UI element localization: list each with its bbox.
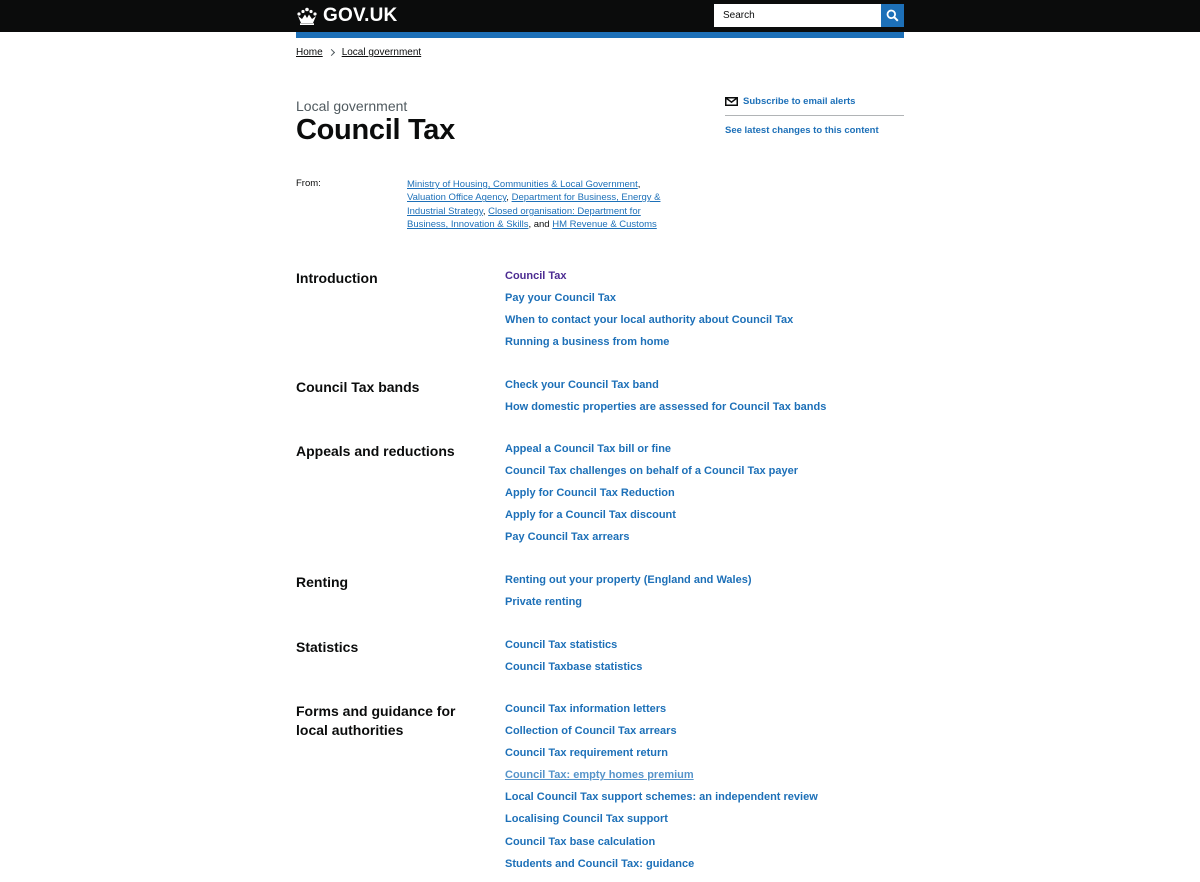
list-item [505,638,642,660]
list-item [505,812,818,834]
list-item [505,702,818,724]
topic-link[interactable]: Pay your Council Tax [505,292,617,305]
topic-link[interactable]: Students and Council Tax: guidance [505,857,695,870]
topic-link[interactable]: How domestic properties are assessed for Council Tax bands [505,401,827,414]
chevron-right-icon [328,49,335,56]
list-item [505,291,793,313]
topic-link[interactable]: Local Council Tax support schemes: an independent review [505,791,818,804]
topic-link[interactable]: Renting out your property (England and Wales) [505,574,752,586]
topic-link[interactable]: Collection of Council Tax arrears [505,725,677,738]
topic-link[interactable]: Check your Council Tax band [505,379,659,391]
topic-link[interactable]: Council Tax statistics [505,639,618,651]
logo-text: GOV.UK [323,5,398,26]
org-link-beis[interactable]: Department for Business, Energy & Industrial Strategy [407,192,661,217]
header-blue-bar [296,32,904,38]
topic-link[interactable]: Localising Council Tax support [505,813,668,826]
topic-link[interactable]: Private renting [505,596,583,609]
section-links [505,638,642,682]
breadcrumb-home[interactable]: Home [296,47,323,58]
list-item [505,835,818,857]
section-title: Renting [296,574,349,590]
list-item [505,530,798,552]
org-link-mhclg[interactable]: Ministry of Housing, Communities & Local Government [407,179,638,190]
org-link-bis[interactable]: Closed organisation: Department for Business, Innovation & Skills [407,205,641,230]
topic-link[interactable]: Appeal a Council Tax bill or fine [505,443,672,455]
subscribe-label: Subscribe to email alerts [743,96,856,107]
org-separator: , [482,205,486,217]
list-item [505,660,642,682]
section-links [505,702,818,879]
section-title: Appeals and reductions [296,443,455,459]
topic-link[interactable]: Council Tax challenges on behalf of a Council Tax payer [505,465,798,478]
section-title: Council Tax bands [296,379,420,395]
org-separator: , [637,179,641,190]
section-links [505,442,798,552]
section-title: Introduction [296,270,378,286]
search-form [714,4,904,27]
govuk-logo-link[interactable] [296,5,397,27]
topic-link[interactable]: Apply for a Council Tax discount [505,509,676,522]
page-caption: Local government [296,98,408,114]
crown-icon [296,7,318,25]
topic-link[interactable]: When to contact your local authority about Council Tax [505,314,794,327]
section-links [505,573,752,617]
topic-link[interactable]: Council Taxbase statistics [505,661,643,674]
search-button[interactable] [881,4,904,27]
search-input[interactable] [714,4,881,27]
from-organisations [407,178,682,231]
list-item [505,724,818,746]
list-item [505,269,793,291]
header-inner [296,0,904,32]
section-title: Forms and guidance for local authorities [296,703,456,738]
org-link-voa[interactable]: Valuation Office Agency [407,192,507,204]
topic-link[interactable]: Council Tax: empty homes premium [505,769,694,782]
section-links [505,269,793,357]
list-item [505,573,752,595]
section-links [505,378,826,422]
page-title: Council Tax [296,114,455,146]
list-item [505,790,818,812]
topic-link[interactable]: Council Tax information letters [505,703,667,715]
section-title: Statistics [296,639,359,655]
from-label: From: [296,178,321,189]
list-item [505,595,752,617]
list-item [505,486,798,508]
latest-changes-link[interactable]: See latest changes to this content [725,125,879,136]
list-item [505,464,798,486]
list-item [505,335,793,357]
list-item [505,768,818,790]
breadcrumb [296,47,421,58]
topic-link[interactable]: Apply for Council Tax Reduction [505,487,675,500]
search-icon [886,9,899,22]
list-item [505,313,793,335]
sidebar-links [725,96,904,136]
org-conjunction: , and [528,218,550,230]
topic-link[interactable]: Council Tax requirement return [505,747,668,760]
list-item [505,442,798,464]
list-item [505,400,826,422]
list-item [505,857,818,879]
topic-link[interactable]: Council Tax [505,270,567,282]
topic-link[interactable]: Running a business from home [505,336,670,349]
subscribe-email-alerts-link[interactable] [725,96,904,116]
topic-link[interactable]: Council Tax base calculation [505,835,656,848]
list-item [505,378,826,400]
list-item [505,746,818,768]
org-separator: , [506,192,509,204]
envelope-icon [725,97,738,106]
list-item [505,508,798,530]
site-header [0,0,1200,32]
topic-link[interactable]: Pay Council Tax arrears [505,531,630,544]
breadcrumb-local-government[interactable]: Local government [341,47,422,58]
org-link-hmrc[interactable]: HM Revenue & Customs [552,218,657,230]
